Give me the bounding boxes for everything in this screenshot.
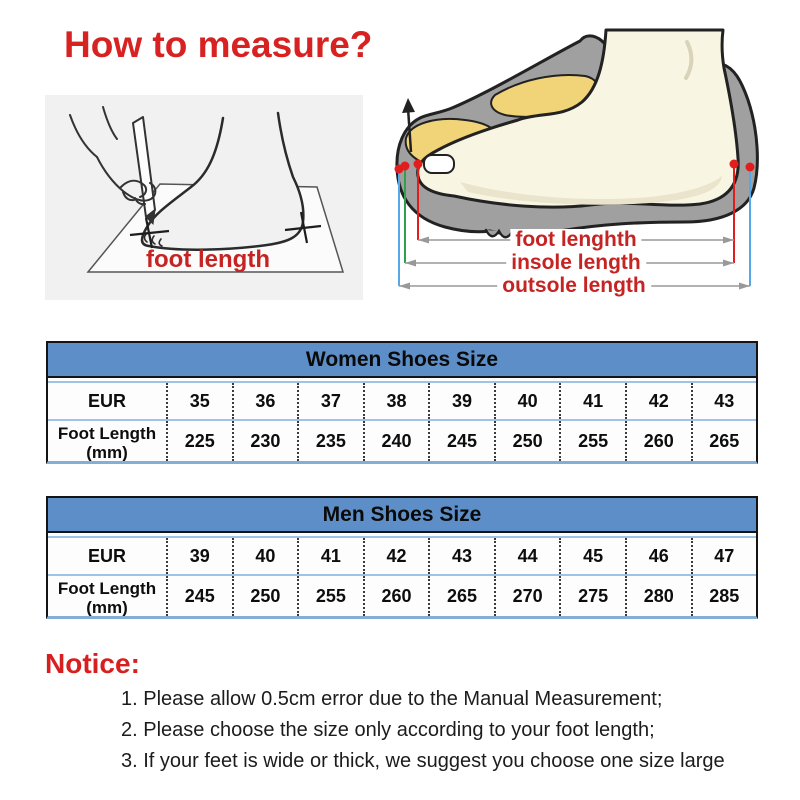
- size-cell: 41: [297, 538, 363, 574]
- length-cell: 245: [428, 421, 494, 461]
- size-cell: 46: [625, 538, 691, 574]
- length-cell: 245: [166, 576, 232, 616]
- size-cell: 42: [363, 538, 429, 574]
- notice-list: [121, 684, 725, 777]
- arrowhead: [418, 237, 429, 244]
- size-cell: 43: [428, 538, 494, 574]
- length-cell: 265: [691, 421, 757, 461]
- arrowhead: [405, 260, 416, 267]
- row-label-foot-length: [48, 421, 166, 461]
- foot-length-caption: foot length: [146, 246, 270, 273]
- size-cell: 45: [559, 538, 625, 574]
- length-cell: 235: [297, 421, 363, 461]
- marker-dot: [401, 162, 410, 171]
- men-size-table: [46, 496, 758, 619]
- size-cell: 37: [297, 383, 363, 419]
- length-cell: 225: [166, 421, 232, 461]
- length-cell: 270: [494, 576, 560, 616]
- size-cell: 36: [232, 383, 298, 419]
- notice-heading: Notice:: [45, 648, 140, 679]
- women-table-rows: [46, 378, 758, 464]
- women-table-title: Women Shoes Size: [46, 341, 758, 378]
- table-row: [48, 419, 756, 461]
- foot-tracing-illustration: [45, 95, 363, 300]
- row-label-line2: (mm): [86, 598, 128, 616]
- length-cell: 255: [559, 421, 625, 461]
- marker-dot: [414, 160, 423, 169]
- arrowhead: [399, 283, 410, 290]
- shoe-measurement-diagram: [390, 0, 800, 310]
- outsole-length-label: outsole length: [497, 275, 651, 297]
- length-cell: 280: [625, 576, 691, 616]
- men-table-title: Men Shoes Size: [46, 496, 758, 533]
- up-arrow-head: [402, 98, 415, 113]
- table-row: [48, 381, 756, 419]
- table-row: [48, 536, 756, 574]
- size-cell: 43: [691, 383, 757, 419]
- size-cell: 40: [232, 538, 298, 574]
- size-cell: 39: [428, 383, 494, 419]
- size-cell: 35: [166, 383, 232, 419]
- length-cell: 240: [363, 421, 429, 461]
- notice-item: 3. If your feet is wide or thick, we suggest you choose one size large: [121, 750, 725, 772]
- women-size-table: [46, 341, 758, 464]
- row-label-eur: EUR: [87, 390, 126, 411]
- length-cell: 275: [559, 576, 625, 616]
- size-cell: 38: [363, 383, 429, 419]
- foot-tracing-drawing: [45, 95, 363, 300]
- arrowhead: [723, 260, 734, 267]
- size-cell: 42: [625, 383, 691, 419]
- row-label-line2: (mm): [86, 443, 128, 461]
- arrowhead: [723, 237, 734, 244]
- men-table-rows: [46, 533, 758, 619]
- row-label-line1: Foot Length: [57, 424, 157, 443]
- page-title: How to measure?: [64, 24, 373, 65]
- marker-dot: [730, 160, 739, 169]
- insole-length-label: insole length: [506, 252, 646, 274]
- length-cell: 250: [494, 421, 560, 461]
- size-cell: 40: [494, 383, 560, 419]
- toenail: [424, 155, 454, 173]
- length-cell: 265: [428, 576, 494, 616]
- length-cell: 230: [232, 421, 298, 461]
- table-row: [48, 574, 756, 616]
- length-cell: 260: [625, 421, 691, 461]
- hand-arm-lines: [70, 107, 117, 157]
- row-label-foot-length: [48, 576, 166, 616]
- row-label-eur: EUR: [87, 545, 126, 566]
- foot-length-label: foot lenghth: [510, 229, 641, 251]
- length-cell: 260: [363, 576, 429, 616]
- size-cell: 41: [559, 383, 625, 419]
- arrowhead: [739, 283, 750, 290]
- notice-item: 1. Please allow 0.5cm error due to the Manual Measurement;: [121, 688, 663, 710]
- size-cell: 47: [691, 538, 757, 574]
- size-cell: 39: [166, 538, 232, 574]
- notice-item: 2. Please choose the size only according to your foot length;: [121, 719, 655, 741]
- size-cell: 44: [494, 538, 560, 574]
- row-label-line1: Foot Length: [57, 579, 157, 598]
- length-cell: 250: [232, 576, 298, 616]
- length-cell: 285: [691, 576, 757, 616]
- foot-outline-fill: [142, 113, 303, 250]
- length-cell: 255: [297, 576, 363, 616]
- marker-dot: [746, 163, 755, 172]
